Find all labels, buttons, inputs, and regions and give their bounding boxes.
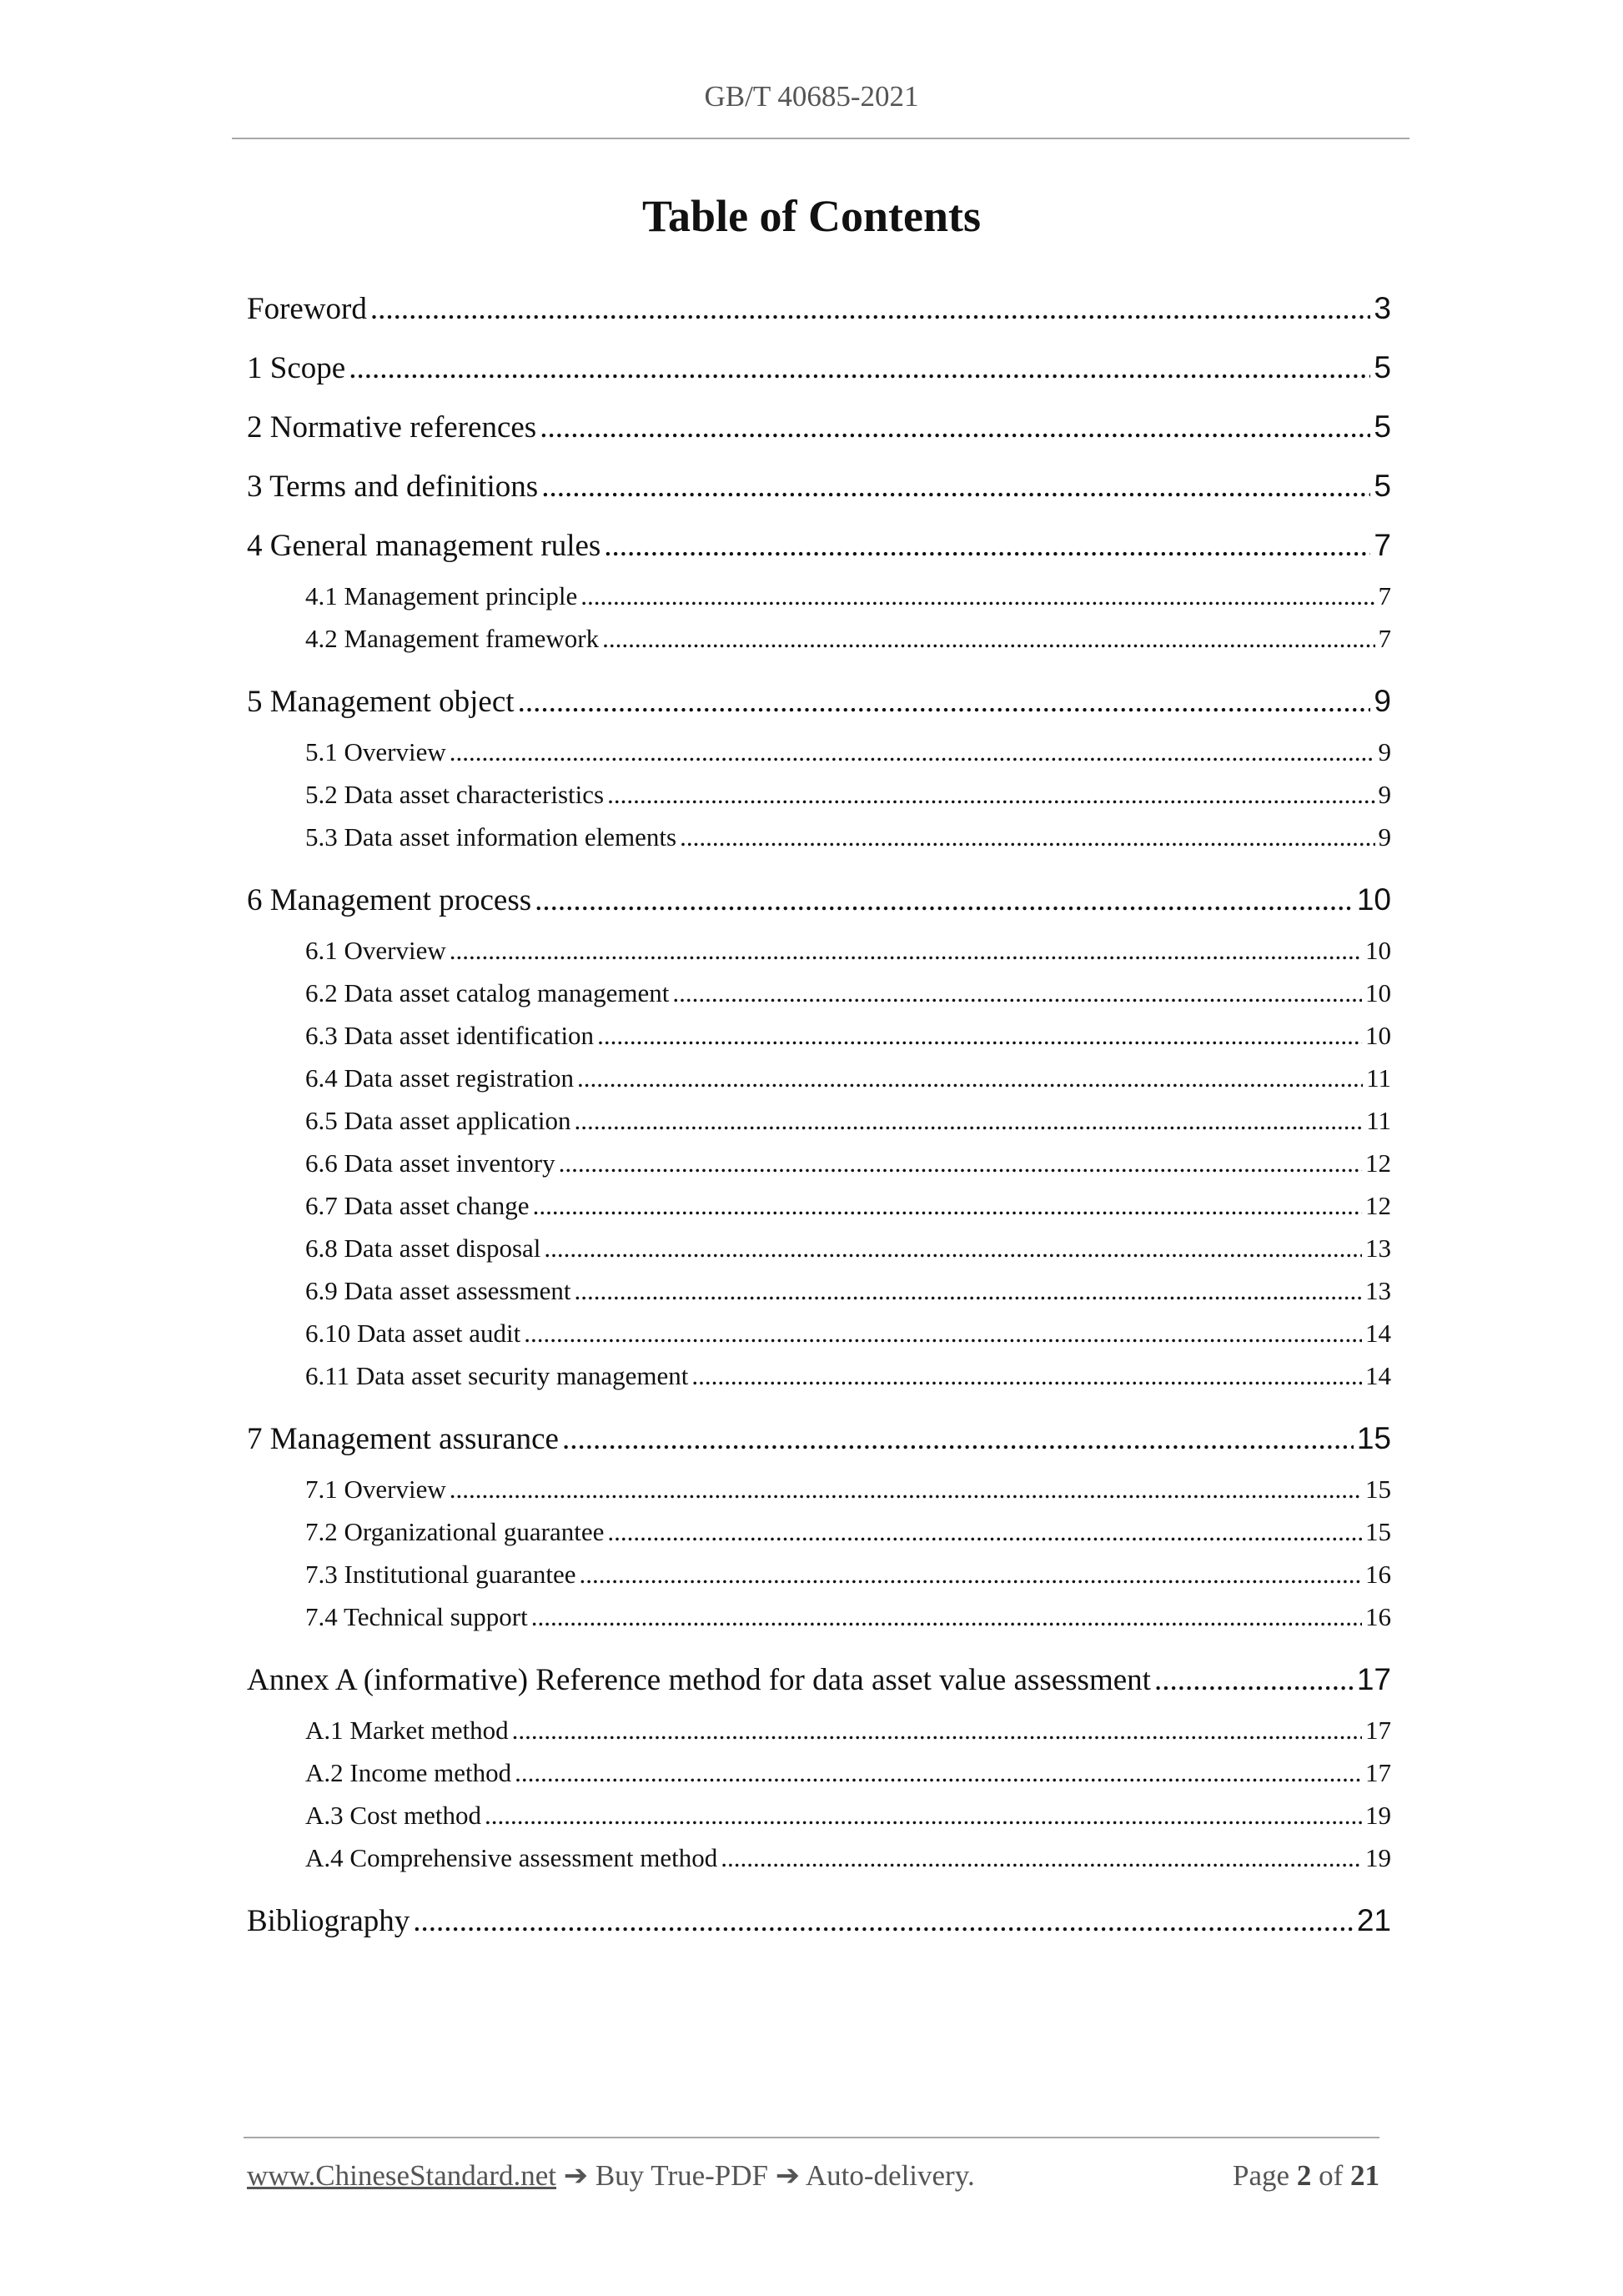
toc-leader-dots xyxy=(541,457,1370,515)
toc-entry-label: A.4 Comprehensive assessment method xyxy=(305,1836,721,1879)
toc-leader-dots xyxy=(577,1057,1363,1099)
toc-entry[interactable] xyxy=(247,1468,1391,1510)
toc-entry-label: 6.2 Data asset catalog management xyxy=(305,972,672,1014)
toc-entry-label: Annex A (informative) Reference method for data asset value assessment xyxy=(247,1650,1154,1709)
toc-entry[interactable] xyxy=(247,1184,1391,1227)
toc-entry-label: 6.3 Data asset identification xyxy=(305,1014,597,1057)
toc-entry-label: A.2 Income method xyxy=(305,1751,515,1794)
toc-entry-label: 6.1 Overview xyxy=(305,929,450,972)
toc-leader-dots xyxy=(672,972,1362,1014)
toc-leader-dots xyxy=(524,1312,1362,1354)
toc-entry[interactable] xyxy=(247,929,1391,972)
toc-entry[interactable] xyxy=(247,1553,1391,1595)
toc-leader-dots xyxy=(575,1099,1364,1142)
toc-entry-page: 14 xyxy=(1362,1312,1391,1354)
toc-leader-dots xyxy=(597,1014,1362,1057)
toc-entry-page: 17 xyxy=(1354,1650,1391,1709)
toc-entry-page: 19 xyxy=(1362,1794,1391,1836)
toc-entry-label: 6.10 Data asset audit xyxy=(305,1312,524,1354)
toc-entry-label: 5.3 Data asset information elements xyxy=(305,816,680,858)
toc-entry-label: 6.7 Data asset change xyxy=(305,1184,533,1227)
toc-leader-dots xyxy=(518,672,1371,731)
toc-entry-page: 21 xyxy=(1354,1891,1391,1950)
toc-entry[interactable] xyxy=(247,773,1391,816)
toc-entry[interactable] xyxy=(247,1409,1391,1468)
toc-leader-dots xyxy=(575,1269,1362,1312)
toc-entry[interactable] xyxy=(247,1510,1391,1553)
page-total: 21 xyxy=(1350,2159,1379,2192)
footer-rule xyxy=(244,2137,1379,2138)
toc-entry-page: 15 xyxy=(1362,1510,1391,1553)
toc-entry-label: 4 General management rules xyxy=(247,516,604,575)
toc-entry[interactable] xyxy=(247,1269,1391,1312)
toc-entry-page: 10 xyxy=(1362,1014,1391,1057)
toc-leader-dots xyxy=(559,1142,1362,1184)
toc-entry-label: 4.1 Management principle xyxy=(305,575,580,617)
toc-entry[interactable] xyxy=(247,456,1391,515)
toc-entry-page: 9 xyxy=(1375,731,1392,773)
toc-leader-dots xyxy=(370,279,1371,338)
toc-leader-dots xyxy=(540,398,1370,456)
table-of-contents xyxy=(247,279,1391,1950)
toc-entry-page: 10 xyxy=(1362,929,1391,972)
page-current: 2 xyxy=(1296,2159,1312,2192)
toc-leader-dots xyxy=(450,1468,1362,1510)
toc-leader-dots xyxy=(450,731,1375,773)
toc-entry[interactable] xyxy=(247,816,1391,858)
toc-entry-label: 5.1 Overview xyxy=(305,731,450,773)
toc-entry[interactable] xyxy=(247,515,1391,575)
toc-entry-page: 13 xyxy=(1362,1227,1391,1269)
toc-entry-page: 17 xyxy=(1362,1709,1391,1751)
toc-entry[interactable] xyxy=(247,1595,1391,1638)
toc-leader-dots xyxy=(515,1751,1362,1794)
toc-entry[interactable] xyxy=(247,1836,1391,1879)
toc-entry-page: 5 xyxy=(1370,397,1391,456)
toc-entry[interactable] xyxy=(247,1014,1391,1057)
toc-entry[interactable] xyxy=(247,1709,1391,1751)
toc-entry-page: 12 xyxy=(1362,1142,1391,1184)
toc-entry-label: 6.9 Data asset assessment xyxy=(305,1269,575,1312)
toc-leader-dots xyxy=(413,1892,1354,1950)
toc-entry[interactable] xyxy=(247,1142,1391,1184)
toc-leader-dots xyxy=(450,929,1362,972)
page-prefix: Page xyxy=(1233,2159,1297,2192)
toc-entry-page: 5 xyxy=(1370,456,1391,515)
toc-entry-page: 5 xyxy=(1370,338,1391,397)
page-header: GB/T 40685-2021 xyxy=(704,80,919,113)
toc-leader-dots xyxy=(485,1794,1362,1836)
toc-entry-page: 9 xyxy=(1370,671,1391,731)
toc-entry[interactable] xyxy=(247,1354,1391,1397)
toc-entry[interactable] xyxy=(247,1057,1391,1099)
toc-entry-page: 15 xyxy=(1362,1468,1391,1510)
toc-leader-dots xyxy=(721,1836,1362,1879)
toc-entry-label: 6.4 Data asset registration xyxy=(305,1057,577,1099)
toc-leader-dots xyxy=(1154,1650,1354,1709)
toc-leader-dots xyxy=(562,1409,1354,1468)
toc-entry-page: 13 xyxy=(1362,1269,1391,1312)
toc-entry[interactable] xyxy=(247,671,1391,731)
toc-entry[interactable] xyxy=(247,575,1391,617)
toc-entry-page: 10 xyxy=(1362,972,1391,1014)
toc-entry-page: 9 xyxy=(1375,773,1392,816)
page-footer xyxy=(247,2159,1379,2193)
toc-leader-dots xyxy=(607,773,1374,816)
toc-entry-label: Bibliography xyxy=(247,1892,413,1950)
toc-entry[interactable] xyxy=(247,1650,1391,1709)
toc-entry-page: 14 xyxy=(1362,1354,1391,1397)
toc-entry-page: 16 xyxy=(1362,1553,1391,1595)
toc-leader-dots xyxy=(544,1227,1362,1269)
toc-entry[interactable] xyxy=(247,617,1391,660)
toc-entry[interactable] xyxy=(247,1227,1391,1269)
footer-promo xyxy=(247,2159,975,2193)
toc-entry[interactable] xyxy=(247,1794,1391,1836)
toc-entry-page: 7 xyxy=(1375,575,1392,617)
footer-promo-text: ➔ Buy True-PDF ➔ Auto-delivery. xyxy=(556,2159,975,2192)
toc-leader-dots xyxy=(691,1354,1362,1397)
toc-entry-page: 9 xyxy=(1375,816,1392,858)
toc-entry-label: 3 Terms and definitions xyxy=(247,457,541,515)
toc-entry-label: Foreword xyxy=(247,279,370,338)
toc-leader-dots xyxy=(607,1510,1362,1553)
toc-entry-page: 16 xyxy=(1362,1595,1391,1638)
toc-entry-page: 11 xyxy=(1363,1099,1391,1142)
toc-entry-label: 7.4 Technical support xyxy=(305,1595,531,1638)
toc-leader-dots xyxy=(604,516,1370,575)
toc-entry[interactable] xyxy=(247,338,1391,397)
toc-leader-dots xyxy=(531,1595,1362,1638)
toc-entry-label: 7.1 Overview xyxy=(305,1468,450,1510)
toc-entry-label: 2 Normative references xyxy=(247,398,540,456)
header-rule xyxy=(232,138,1409,139)
toc-entry-page: 10 xyxy=(1354,870,1391,929)
toc-entry-label: 6.6 Data asset inventory xyxy=(305,1142,559,1184)
site-link[interactable]: www.ChineseStandard.net xyxy=(247,2159,556,2192)
toc-entry-label: A.3 Cost method xyxy=(305,1794,485,1836)
toc-leader-dots xyxy=(349,339,1370,397)
toc-leader-dots xyxy=(580,575,1374,617)
toc-entry-page: 7 xyxy=(1375,617,1392,660)
toc-entry-label: 7.2 Organizational guarantee xyxy=(305,1510,607,1553)
toc-leader-dots xyxy=(580,1553,1362,1595)
toc-entry[interactable] xyxy=(247,397,1391,456)
toc-title: Table of Contents xyxy=(641,191,982,241)
toc-entry-label: 6.5 Data asset application xyxy=(305,1099,575,1142)
toc-entry[interactable] xyxy=(247,972,1391,1014)
toc-entry-page: 12 xyxy=(1362,1184,1391,1227)
toc-entry-label: 7 Management assurance xyxy=(247,1409,562,1468)
toc-entry[interactable] xyxy=(247,731,1391,773)
toc-leader-dots xyxy=(533,1184,1362,1227)
toc-entry-page: 3 xyxy=(1370,279,1391,338)
toc-entry-label: 5 Management object xyxy=(247,672,518,731)
toc-leader-dots xyxy=(535,871,1354,929)
page-number xyxy=(1233,2159,1379,2193)
toc-entry-label: 6 Management process xyxy=(247,871,535,929)
page-of: of xyxy=(1311,2159,1350,2192)
toc-entry-label: 6.8 Data asset disposal xyxy=(305,1227,544,1269)
toc-entry-label: 7.3 Institutional guarantee xyxy=(305,1553,580,1595)
toc-leader-dots xyxy=(602,617,1374,660)
toc-leader-dots xyxy=(512,1709,1362,1751)
toc-entry-page: 11 xyxy=(1363,1057,1391,1099)
toc-entry-page: 7 xyxy=(1370,515,1391,575)
toc-entry-label: 5.2 Data asset characteristics xyxy=(305,773,607,816)
toc-entry[interactable] xyxy=(247,279,1391,338)
toc-entry-label: 4.2 Management framework xyxy=(305,617,602,660)
toc-entry[interactable] xyxy=(247,1099,1391,1142)
toc-entry-label: 6.11 Data asset security management xyxy=(305,1354,691,1397)
toc-entry-page: 17 xyxy=(1362,1751,1391,1794)
toc-entry[interactable] xyxy=(247,1312,1391,1354)
toc-entry-page: 15 xyxy=(1354,1409,1391,1468)
toc-entry[interactable] xyxy=(247,870,1391,929)
toc-entry-label: 1 Scope xyxy=(247,339,349,397)
toc-entry[interactable] xyxy=(247,1751,1391,1794)
toc-leader-dots xyxy=(680,816,1374,858)
toc-entry-page: 19 xyxy=(1362,1836,1391,1879)
toc-entry[interactable] xyxy=(247,1891,1391,1950)
toc-entry-label: A.1 Market method xyxy=(305,1709,512,1751)
